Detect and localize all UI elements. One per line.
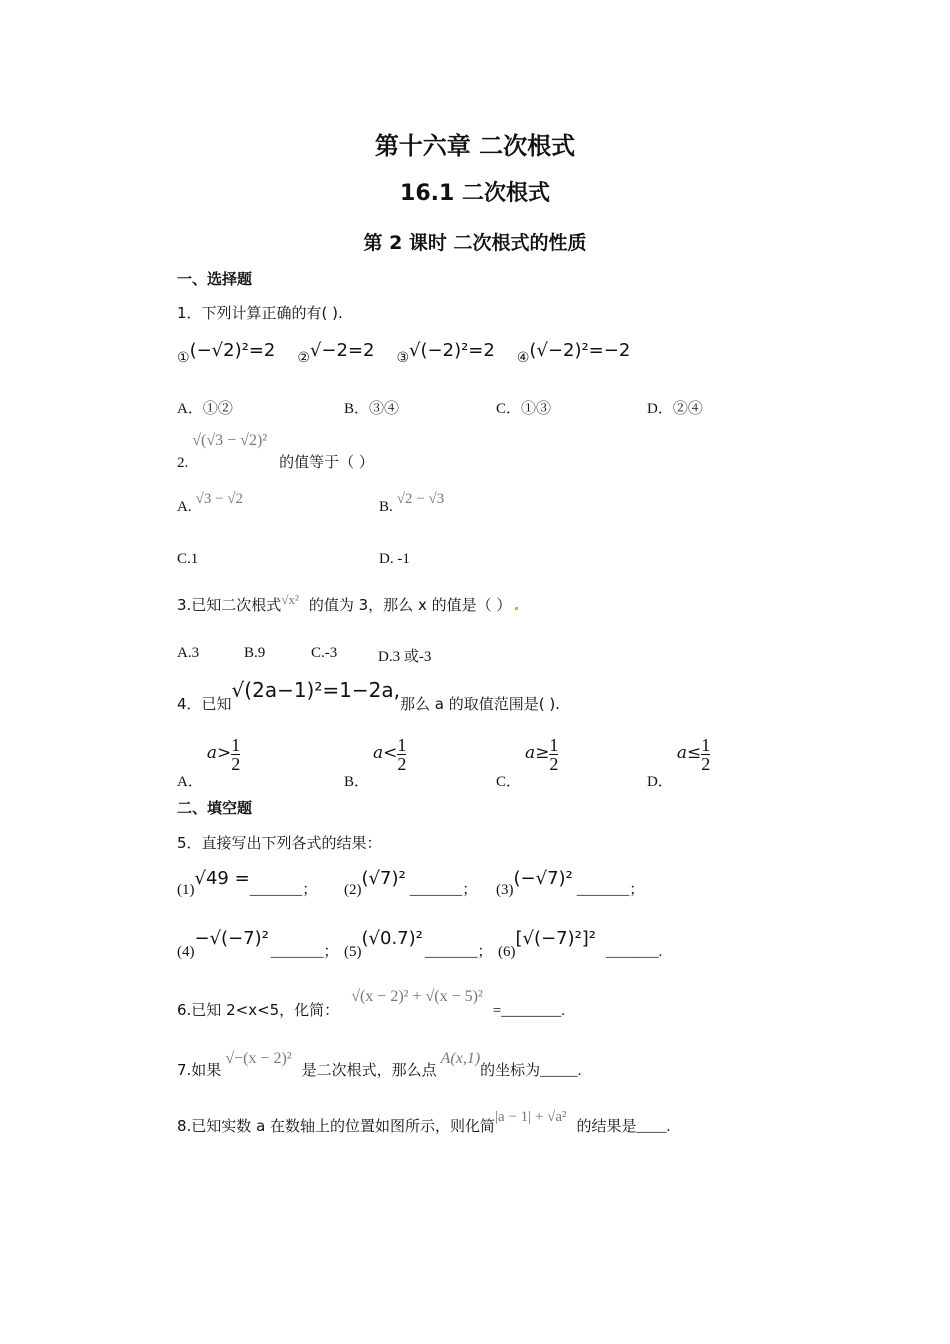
q4-expression: √(2a−1)²=1−2a, xyxy=(231,678,400,702)
q1-item-1: ①(−√2)²=2 xyxy=(177,340,276,366)
question-7: 7.如果 √−(x − 2)² 是二次根式，那么点 A(x,1)的坐标为_____. xyxy=(177,1050,582,1079)
q4-option-a: A． a> $\frac{1}{2}$ xyxy=(177,735,241,791)
section-title: 16.1 二次根式 xyxy=(400,181,550,206)
q5-item-6: (6)[√(−7)²]²_______. xyxy=(498,928,663,960)
q3-option-b: B.9 xyxy=(244,645,266,661)
q2-expression: √(√3 − √2)² xyxy=(192,432,268,449)
question-1-stem: 1．下列计算正确的有( ). xyxy=(177,304,343,322)
q1-option-c: C．①③ xyxy=(496,401,552,417)
question-1-items xyxy=(177,340,630,367)
q4-option-b: B． a< $\frac{1}{2}$ xyxy=(344,735,407,791)
q3-option-a: A.3 xyxy=(177,645,200,661)
q4-option-c: C． a≥ $\frac{1}{2}$ xyxy=(496,735,559,791)
q5-item-3: (3)(−√7)²_______； xyxy=(496,868,645,898)
q1-item-4: ④(√−2)²=−2 xyxy=(516,340,631,366)
q2-option-b: B. √2 − √3 xyxy=(379,491,445,515)
q5-item-1: (1)√49 =_______； xyxy=(177,868,318,898)
q2-option-a: A. √3 − √2 xyxy=(177,491,244,515)
chapter-title: 第十六章 二次根式 xyxy=(374,132,576,160)
q1-option-b: B．③④ xyxy=(344,401,400,417)
q1-item-3: ③√(−2)²=2 xyxy=(396,340,495,366)
lesson-title: 第 2 课时 二次根式的性质 xyxy=(363,232,587,254)
q1-option-d: D．②④ xyxy=(647,401,703,417)
question-2: 2. √(√3 − √2)² 的值等于（ ） xyxy=(177,432,374,471)
q5-item-4: (4)−√(−7)²_______； xyxy=(177,928,339,960)
question-5-stem: 5．直接写出下列各式的结果： xyxy=(177,834,382,852)
q3-expression: √x² xyxy=(281,592,299,607)
question-3: 3.已知二次根式$^{√x^2}$ 的值为 3，那么 x 的值是（ ） xyxy=(177,592,518,615)
q7-point: A(x,1) xyxy=(440,1050,481,1067)
question-6: 6.已知 2<x<5，化简： √(x − 2)² + √(x − 5)² =________. xyxy=(177,988,565,1019)
question-4: 4．已知√(2a−1)²=1−2a,那么 a 的取值范围是( ). xyxy=(177,678,560,713)
q4-option-d: D． a≤ $\frac{1}{2}$ xyxy=(647,735,711,791)
question-8: 8.已知实数 a 在数轴上的位置如图所示，则化简|a − 1| + √a² 的结果是____. xyxy=(177,1109,671,1135)
q3-option-c: C.-3 xyxy=(311,645,338,661)
q7-expression: √−(x − 2)² xyxy=(225,1050,292,1067)
q2-option-c: C.1 xyxy=(177,551,199,567)
section-heading-fill: 二、填空题 xyxy=(177,799,253,817)
q3-option-d: D.3 或-3 xyxy=(378,649,432,665)
q6-expression: √(x − 2)² + √(x − 5)² xyxy=(351,988,483,1005)
q5-item-5: (5)(√0.7)²_______； xyxy=(344,928,493,960)
q2-option-d: D. -1 xyxy=(379,551,410,567)
q1-option-a: A．①② xyxy=(177,401,233,417)
q5-item-2: (2)(√7)²_______； xyxy=(344,868,478,898)
marker-dot xyxy=(515,607,518,610)
q8-expression: |a − 1| + √a² xyxy=(495,1109,567,1125)
q1-item-2: ②√−2=2 xyxy=(297,340,375,366)
section-heading-choice: 一、选择题 xyxy=(177,270,253,288)
